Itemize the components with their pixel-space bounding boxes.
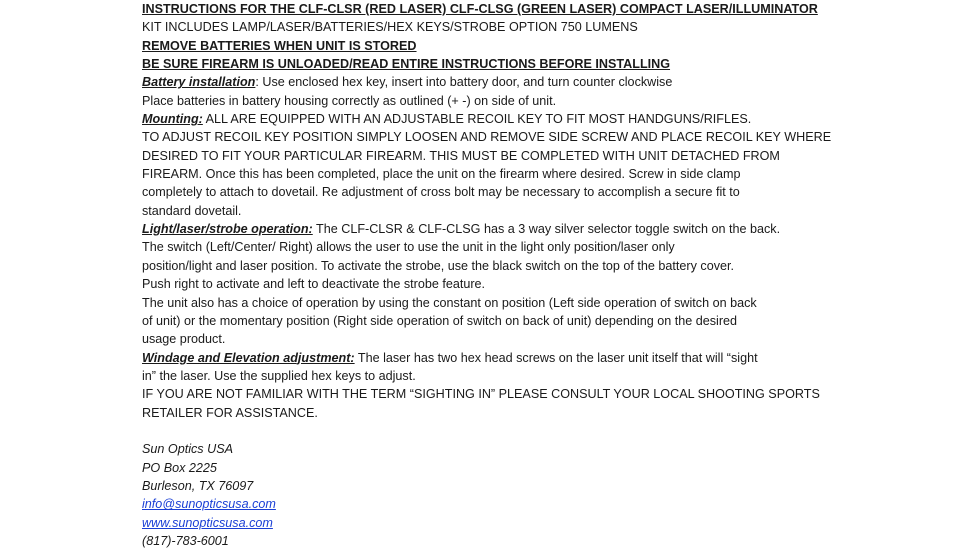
windage-line: IF YOU ARE NOT FAMILIAR WITH THE TERM “SIGHTING IN” PLEASE CONSULT YOUR LOCAL SHOOTING SPORTS <box>142 387 820 402</box>
operation-line: The switch (Left/Center/ Right) allows the user to use the unit in the light only position/laser only <box>142 240 675 255</box>
battery-section-line-2: Place batteries in battery housing correctly as outlined (+ -) on side of unit. <box>142 93 557 108</box>
windage-text: The laser has two hex head screws on the laser unit itself that will “sight <box>354 350 758 365</box>
po-box: PO Box 2225 <box>142 460 217 475</box>
mounting-line: TO ADJUST RECOIL KEY POSITION SIMPLY LOOSEN AND REMOVE SIDE SCREW AND PLACE RECOIL KEY WHERE <box>142 130 832 145</box>
mounting-line: DESIRED TO FIT YOUR PARTICULAR FIREARM. THIS MUST BE COMPLETED WITH UNIT DETACHED FROM <box>142 148 780 163</box>
safety-warning: BE SURE FIREARM IS UNLOADED/READ ENTIRE INSTRUCTIONS BEFORE INSTALLING <box>142 57 671 72</box>
mounting-text: ALL ARE EQUIPPED WITH AN ADJUSTABLE RECOIL KEY TO FIT MOST HANDGUNS/RIFLES. <box>202 112 752 127</box>
instruction-document <box>142 0 842 550</box>
storage-warning: REMOVE BATTERIES WHEN UNIT IS STORED <box>142 38 417 53</box>
mounting-section-line-1 <box>142 110 842 128</box>
battery-section-label: Battery installation <box>142 75 256 90</box>
phone-number: (817)-783-6001 <box>142 533 229 548</box>
document-title: INSTRUCTIONS FOR THE CLF-CLSR (RED LASER) CLF-CLSG (GREEN LASER) COMPACT LASER/ILLUMINATOR <box>142 2 818 16</box>
operation-section-label: Light/laser/strobe operation: <box>142 222 313 237</box>
mounting-section-label: Mounting: <box>142 112 203 127</box>
mounting-line: standard dovetail. <box>142 203 242 218</box>
battery-text: : Use enclosed hex key, insert into battery door, and turn counter clockwise <box>255 75 673 90</box>
operation-text: The CLF-CLSR & CLF-CLSG has a 3 way silver selector toggle switch on the back. <box>312 222 781 237</box>
operation-section-line-1 <box>142 220 842 238</box>
operation-line: of unit) or the momentary position (Right side operation of switch on back of unit) depending on the desired <box>142 313 738 328</box>
windage-section-line-1 <box>142 349 842 367</box>
windage-section-label: Windage and Elevation adjustment: <box>142 350 355 365</box>
mounting-line: completely to attach to dovetail. Re adjustment of cross bolt may be necessary to accomplish a secure fit to <box>142 185 740 200</box>
operation-line: usage product. <box>142 332 226 347</box>
city-state-zip: Burleson, TX 76097 <box>142 478 254 493</box>
operation-line: The unit also has a choice of operation by using the constant on position (Left side operation of switch on back <box>142 295 757 310</box>
windage-line: in” the laser. Use the supplied hex keys to adjust. <box>142 368 416 383</box>
kit-contents: KIT INCLUDES LAMP/LASER/BATTERIES/HEX KEYS/STROBE OPTION 750 LUMENS <box>142 20 638 35</box>
windage-line: RETAILER FOR ASSISTANCE. <box>142 405 318 420</box>
email-link[interactable]: info@sunopticsusa.com <box>142 497 276 512</box>
company-name: Sun Optics USA <box>142 442 233 457</box>
operation-line: Push right to activate and left to deactivate the strobe feature. <box>142 277 486 292</box>
mounting-line: FIREARM. Once this has been completed, place the unit on the firearm where desired. Screw in side clamp <box>142 167 741 182</box>
operation-line: position/light and laser position. To activate the strobe, use the black switch on the top of the battery cover. <box>142 258 735 273</box>
battery-section-line-1 <box>142 73 842 91</box>
spacer <box>142 422 842 440</box>
website-link[interactable]: www.sunopticsusa.com <box>142 515 273 530</box>
